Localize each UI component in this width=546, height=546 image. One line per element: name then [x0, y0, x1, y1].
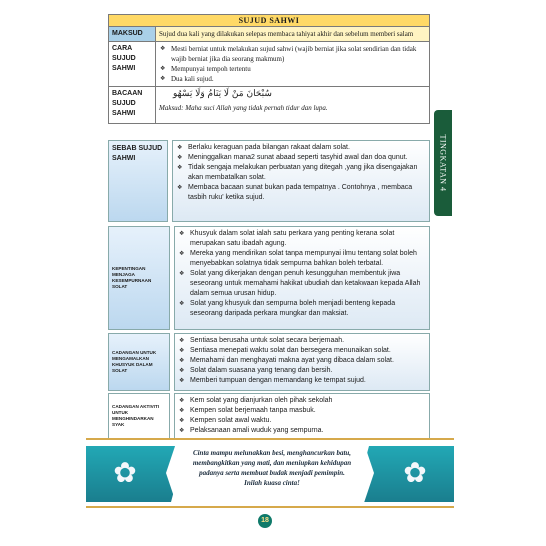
list-item: ❖ Solat dalam suasana yang tenang dan bersih. [178, 366, 426, 376]
cara-list [156, 42, 430, 87]
cadangan-list [174, 333, 430, 391]
quote-text [182, 448, 362, 488]
kepentingan-block [108, 226, 430, 330]
cadangan-block [108, 333, 430, 391]
page-number: 18 [258, 514, 272, 528]
list-item: ❖ Mesti berniat untuk melakukan sujud sahwi (wajib berniat jika solat sendirian dan tidak wajib berniat jika dia seorang makmum) [159, 44, 426, 64]
cadangan-label: CADANGAN UNTUK MENGAMALKAN KHUSYUK DALAM SOLAT [108, 333, 170, 391]
list-item: ❖ Meninggalkan mana2 sunat abaad seperti tasyhid awal dan doa qunut. [176, 153, 426, 163]
bacaan-meaning: Maksud: Maha suci Allah yang tidak pernah tidur dan lupa. [159, 104, 328, 112]
quote-banner [86, 438, 454, 508]
list-item: ❖ Mereka yang mendirikan solat tanpa mempunyai ilmu tentang solat boleh menyebabkan solatnya tidak sempurna bahkan boleh terbatal. [178, 249, 426, 269]
list-item: ❖ Kempen solat berjemaah tanpa masbuk. [178, 406, 426, 416]
list-item: ❖ Mempunyai tempoh tertentu [159, 64, 426, 74]
list-item: ❖ Pelaksanaan amali wuduk yang sempurna. [178, 426, 426, 436]
sebab-label: SEBAB SUJUD SAHWI [108, 140, 168, 222]
quote-line: membangkitkan yang mati, dan meniupkan kehidupan [192, 459, 352, 467]
arabic-text: سُبْحَانَ مَنْ لَا يَنَامُ وَلَا يَسْهُو [173, 89, 272, 99]
side-tab-label: TINGKATAN 4 [438, 134, 448, 192]
kepentingan-list [174, 226, 430, 330]
list-item: ❖ Kempen solat awal waktu. [178, 416, 426, 426]
banner-rule-bottom [86, 506, 454, 508]
aktiviti-block [108, 393, 430, 439]
quote-line: padanya serta membuat budak menjadi pemimpin. [199, 469, 345, 477]
list-item: ❖ Berlaku keraguan pada bilangan rakaat dalam solat. [176, 143, 426, 153]
list-item: ❖ Membaca bacaan sunat bukan pada tempatnya . Contohnya , membaca tasbih ruku' ketika sujud. [176, 183, 426, 203]
cara-label: CARA SUJUD SAHWI [109, 42, 156, 87]
kepentingan-label: KEPENTINGAN MENJAGA KESEMPURNAAN SOLAT [108, 226, 170, 330]
maksud-label: MAKSUD [109, 27, 156, 42]
list-item: ❖ Khusyuk dalam solat ialah satu perkara yang penting kerana solat merupakan satu ibadah agung. [178, 229, 426, 249]
sebab-block [108, 140, 430, 222]
side-tab [434, 110, 452, 216]
maksud-text: Sujud dua kali yang dilakukan selepas membaca tahiyat akhir dan sebelum memberi salam [156, 27, 430, 42]
sujud-sahwi-table [108, 14, 430, 124]
quote-line: Inilah kuasa cinta! [244, 479, 300, 487]
quote-line: Cinta mampu melunakkan besi, menghancurkan batu, [192, 449, 352, 457]
list-item: ❖ Kem solat yang dianjurkan oleh pihak sekolah [178, 396, 426, 406]
banner-rule-top [86, 438, 454, 440]
bacaan-label: BACAAN SUJUD SAHWI [109, 87, 156, 124]
aktiviti-label: CADANGAN AKTIVITI UNTUK MENGHINDARKAN SYAK [108, 393, 170, 439]
list-item: ❖ Tidak sengaja melakukan perbuatan yang ditegah ,yang jika disengajakan akan membatalkan solat. [176, 163, 426, 183]
list-item: ❖ Sentiasa berusaha untuk solat secara berjemaah. [178, 336, 426, 346]
list-item: ❖ Memberi tumpuan dengan memandang ke tempat sujud. [178, 376, 426, 386]
list-item: ❖ Solat yang dikerjakan dengan penuh kesungguhan membentuk jiwa seseorang untuk memahami hakikat ubudiah dan ketakwaan kepada Allah dalam semua urusan hidup. [178, 269, 426, 299]
list-item: ❖ Memahami dan menghayati makna ayat yang dibaca dalam solat. [178, 356, 426, 366]
list-item: ❖ Solat yang khusyuk dan sempurna boleh menjadi benteng kepada seseorang daripada perkara mungkar dan maksiat. [178, 299, 426, 319]
table-title: SUJUD SAHWI [109, 15, 430, 27]
aktiviti-list [174, 393, 430, 439]
list-item: ❖ Sentiasa menepati waktu solat dan bersegera menunaikan solat. [178, 346, 426, 356]
flower-ornament-icon: ✿ [113, 456, 137, 489]
list-item: ❖ Dua kali sujud. [159, 74, 426, 84]
flower-ornament-icon: ✿ [403, 456, 427, 489]
sebab-list [172, 140, 430, 222]
bacaan-cell [156, 87, 430, 124]
